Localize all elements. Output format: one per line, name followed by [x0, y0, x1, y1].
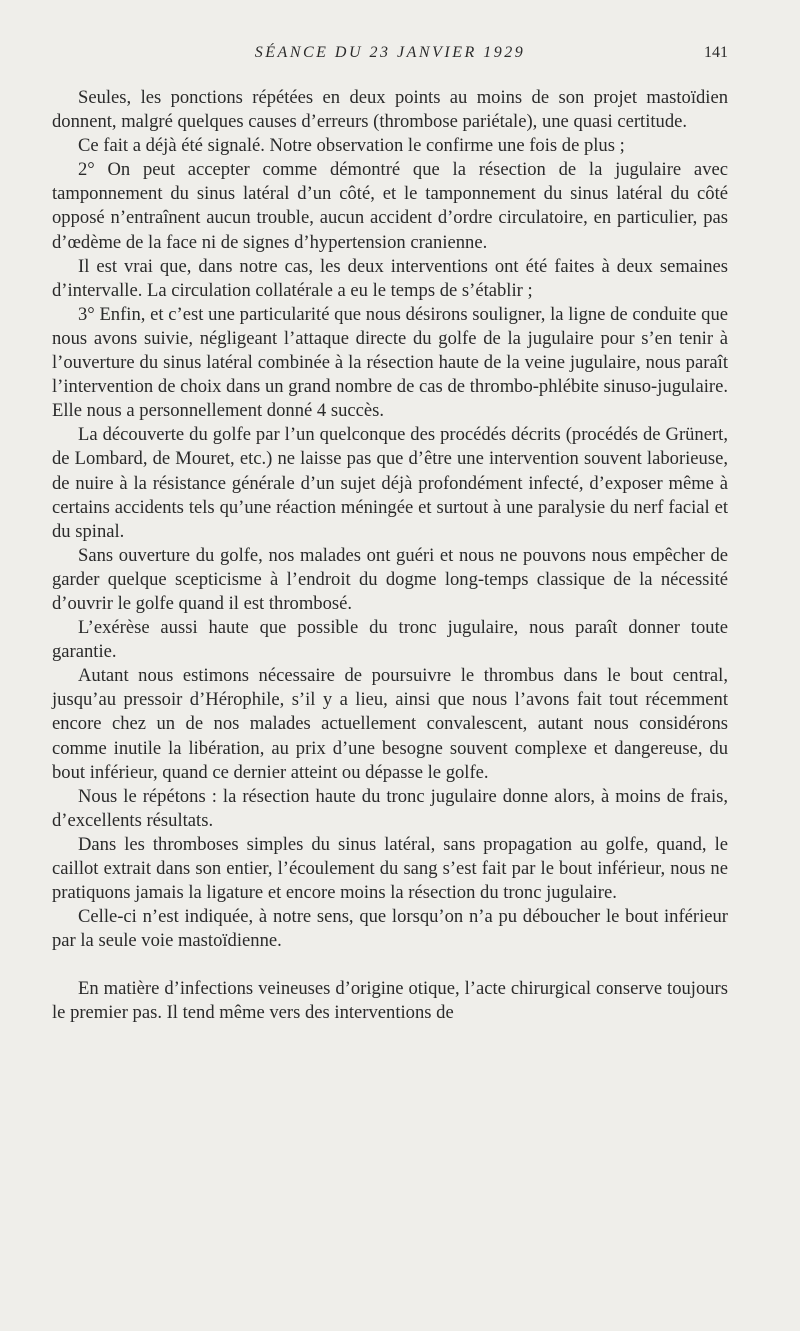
paragraph: Nous le répétons : la résection haute du tronc jugulaire donne alors, à moins de frais, d’excellents résultats.: [52, 785, 728, 831]
paragraph: En matière d’infections veineuses d’origine otique, l’acte chirurgical conserve toujours le premier pas. Il tend même vers des interventions de: [52, 978, 728, 1024]
paragraph: Ce fait a déjà été signalé. Notre observation le confirme une fois de plus ;: [78, 135, 625, 157]
paragraph: Dans les thromboses simples du sinus latéral, sans propagation au golfe, quand, le caillot extrait dans son entier, l’écoulement du sang s’est fait par le bout inférieur, nous ne pratiquons jamais la ligature et encore moins la résection du tronc jugulaire.: [52, 833, 728, 904]
paragraph: Il est vrai que, dans notre cas, les deux interventions ont été faites à deux semaines d’intervalle. La circulation collatérale a eu le temps de s’établir ;: [52, 255, 728, 301]
paragraph: Sans ouverture du golfe, nos malades ont guéri et nous ne pouvons nous empêcher de garder quelque scepticisme à l’endroit du dogme long-temps classique de la nécessité d’ouvrir le golfe quand il est thrombosé.: [52, 544, 728, 614]
paragraph: Celle-ci n’est indiquée, à notre sens, que lorsqu’on n’a pu déboucher le bout inférieur par la seule voie mastoïdienne.: [52, 906, 728, 952]
page-header: [52, 44, 728, 68]
paragraph: La découverte du golfe par l’un quelconque des procédés décrits (procédés de Grünert, de Lombard, de Mouret, etc.) ne laisse pas que d’être une intervention souvent laborieuse, de nuire à la résistance générale d’un sujet déjà profondément infecté, d’exposer même à certains accidents tels qu’une réaction méningée et surtout à une paralysie du nerf facial et du spinal.: [52, 424, 728, 542]
paragraph: L’exérèse aussi haute que possible du tronc jugulaire, nous paraît donner toute garantie.: [52, 617, 728, 663]
paragraph: 3° Enfin, et c’est une particularité que nous désirons souligner, la ligne de conduite que nous avons suivie, négligeant l’attaque directe du golfe de la jugulaire pour s’en tenir à l’ouverture du sinus latéral combinée à la résection haute de la veine jugulaire, nous paraît l’intervention de choix dans un grand nombre de cas de thrombo-phlébite sinuso-jugulaire. Elle nous a personnellement donné 4 succès.: [52, 303, 728, 422]
page-number: 141: [704, 44, 728, 61]
paragraph: Autant nous estimons nécessaire de poursuivre le thrombus dans le bout central, jusqu’au pressoir d’Hérophile, s’il y a lieu, ainsi que nous l’avons fait tout récemment encore chez un de nos malades actuellement convalescent, autant nous considérons comme inutile la libération, au prix d’une besogne souvent complexe et dangereuse, du bout inférieur, quand ce dernier atteint ou dépasse le golfe.: [52, 665, 728, 783]
paragraph: Seules, les ponctions répétées en deux points au moins de son projet mastoïdien donnent, malgré quelques causes d’erreurs (thrombose pariétale), une quasi certitude.: [52, 87, 728, 133]
body-text: [52, 86, 728, 1026]
running-title: SÉANCE DU 23 JANVIER 1929: [254, 44, 526, 61]
paragraph: 2° On peut accepter comme démontré que la résection de la jugulaire avec tamponnement du sinus latéral d’un côté, et le tamponnement du sinus latéral du côté opposé n’entraînent aucun trouble, aucun accident d’ordre circulatoire, en particulier, pas d’œdème de la face ni de signes d’hypertension cranienne.: [52, 159, 728, 253]
